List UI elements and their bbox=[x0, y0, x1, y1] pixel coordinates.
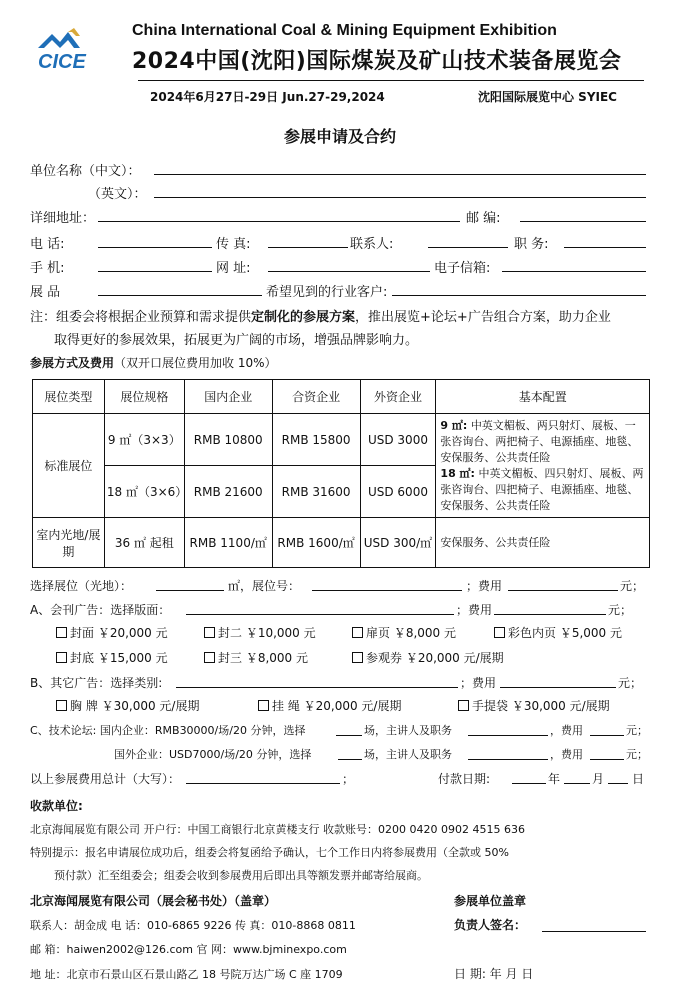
booth-number-label: ㎡，展位号： bbox=[228, 579, 301, 593]
website-label: 网 址: bbox=[216, 261, 251, 276]
header-foreign: 外资企业 bbox=[360, 380, 436, 414]
cice-logo bbox=[34, 26, 130, 70]
company-cn-label: 单位名称（中文）： bbox=[30, 164, 141, 179]
forum-foreign-fee-label: ，费用 bbox=[550, 748, 583, 761]
header-booth-spec: 展位规格 bbox=[104, 380, 184, 414]
fees-heading-note: （双开口展位费用加收 10%） bbox=[114, 356, 277, 370]
postcode-label: 邮 编: bbox=[466, 211, 501, 226]
payee-heading: 收款单位: bbox=[30, 799, 83, 813]
checkbox[interactable] bbox=[352, 652, 363, 663]
customers-field[interactable] bbox=[392, 295, 646, 296]
ad-cover2-option[interactable]: 封二 ￥10,000 元 bbox=[204, 624, 316, 641]
pay-date-label: 付款日期: bbox=[438, 772, 491, 786]
checkbox[interactable] bbox=[56, 652, 67, 663]
row18-foreign: USD 6000 bbox=[360, 466, 436, 518]
logo-text: CICE bbox=[38, 51, 86, 70]
organizer-contact: 联系人：胡金成 电 话：010-6865 9226 传 真：010-8868 0811 bbox=[30, 919, 356, 932]
ad-cover-option[interactable]: 封面 ￥20,000 元 bbox=[56, 624, 168, 641]
standard-booth-label: 标准展位 bbox=[33, 414, 105, 518]
raw-foreign: USD 300/㎡ bbox=[360, 518, 436, 568]
fax-label: 传 真: bbox=[216, 237, 251, 252]
forum-domestic-end: 元； bbox=[626, 724, 648, 737]
row9-foreign: USD 3000 bbox=[360, 414, 436, 466]
ad-b-field[interactable] bbox=[176, 687, 458, 688]
total-semicolon: ； bbox=[342, 772, 355, 786]
raw-config: 安保服务、公共责任险 bbox=[436, 518, 650, 568]
forum-domestic-speaker-label: 场，主讲人及职务 bbox=[364, 724, 452, 737]
raw-domestic: RMB 1100/㎡ bbox=[184, 518, 272, 568]
checkbox[interactable] bbox=[56, 700, 67, 711]
address-label: 详细地址： bbox=[30, 211, 96, 226]
forum-domestic-speaker[interactable] bbox=[468, 735, 548, 736]
exhibition-venue: 沈阳国际展览中心 SYIEC bbox=[478, 90, 617, 104]
company-cn-field[interactable] bbox=[154, 174, 646, 175]
checkbox[interactable] bbox=[56, 627, 67, 638]
booth-fee-label: ；费用 bbox=[466, 579, 503, 593]
raw-joint: RMB 1600/㎡ bbox=[272, 518, 360, 568]
ad-a-fee-field[interactable] bbox=[494, 614, 606, 615]
ad-back-cover-option[interactable]: 封底 ￥15,000 元 bbox=[56, 649, 168, 666]
checkbox[interactable] bbox=[204, 627, 215, 638]
row18-domestic: RMB 21600 bbox=[184, 466, 272, 518]
pay-month-label: 月 bbox=[592, 772, 605, 786]
row9-spec: 9 ㎡（3×3） bbox=[104, 414, 184, 466]
total-label: 以上参展费用总计（大写）： bbox=[30, 772, 181, 786]
phone-label: 电 话: bbox=[30, 237, 65, 252]
fees-heading: 参展方式及费用（双开口展位费用加收 10%） bbox=[30, 356, 277, 370]
forum-domestic-fee-label: ，费用 bbox=[550, 724, 583, 737]
forum-foreign-label: 国外企业：USD7000/场/20 分钟，选择 bbox=[114, 748, 312, 761]
pay-year-label: 年 bbox=[548, 772, 561, 786]
stamp-label: 参展单位盖章 bbox=[454, 894, 527, 908]
forum-foreign-speaker-label: 场，主讲人及职务 bbox=[364, 748, 452, 761]
form-title: 参展申请及合约 bbox=[283, 127, 396, 146]
forum-foreign-end: 元； bbox=[626, 748, 648, 761]
contact-field[interactable] bbox=[428, 247, 508, 248]
pay-day-label: 日 bbox=[632, 772, 645, 786]
note-line2: 取得更好的参展效果，拓展更为广阔的市场，增强品牌影响力。 bbox=[54, 333, 419, 348]
checkbox[interactable] bbox=[258, 700, 269, 711]
booth-fee-field[interactable] bbox=[508, 590, 618, 591]
forum-domestic-label: C、技术论坛: 国内企业：RMB30000/场/20 分钟，选择 bbox=[30, 724, 306, 737]
mobile-label: 手 机: bbox=[30, 261, 65, 276]
contact-label: 联系人: bbox=[350, 237, 394, 252]
signer-field[interactable] bbox=[542, 931, 646, 932]
ad-cover3-option[interactable]: 封三 ￥8,000 元 bbox=[204, 649, 308, 666]
forum-foreign-count[interactable] bbox=[338, 759, 362, 760]
fees-table bbox=[32, 379, 650, 568]
phone-field[interactable] bbox=[98, 247, 212, 248]
organizer-name: 北京海闻展览有限公司（展会秘书处）（盖章） bbox=[30, 894, 277, 908]
mobile-field[interactable] bbox=[98, 271, 212, 272]
ad-b-fee-label: ；费用 bbox=[460, 676, 497, 690]
ad-b-fee-field[interactable] bbox=[500, 687, 616, 688]
booth-area-field[interactable] bbox=[156, 590, 224, 591]
position-label: 职 务: bbox=[514, 237, 549, 252]
note-line1: 注：组委会将根据企业预算和需求提供定制化的参展方案，推出展览+论坛+广告组合方案，助力企业 bbox=[30, 310, 611, 325]
pay-year-field[interactable] bbox=[512, 783, 546, 784]
row18-joint: RMB 31600 bbox=[272, 466, 360, 518]
pay-month-field[interactable] bbox=[564, 783, 590, 784]
pay-day-field[interactable] bbox=[608, 783, 628, 784]
address-field[interactable] bbox=[98, 221, 460, 222]
row9-domestic: RMB 10800 bbox=[184, 414, 272, 466]
booth-select-label: 选择展位（光地）： bbox=[30, 579, 133, 593]
forum-foreign-speaker[interactable] bbox=[468, 759, 548, 760]
exhibition-title-en: China International Coal & Mining Equipment Exhibition bbox=[132, 22, 557, 39]
payee-notice-1: 特别提示：报名申请展位成功后，组委会将复函给予确认，七个工作日内将参展费用（全款或 50% bbox=[30, 846, 509, 859]
booth-number-field[interactable] bbox=[312, 590, 462, 591]
row9-joint: RMB 15800 bbox=[272, 414, 360, 466]
email-label: 电子信箱: bbox=[434, 261, 491, 276]
email-field[interactable] bbox=[502, 271, 646, 272]
ad-a-label: A、会刊广告：选择版面： bbox=[30, 603, 171, 617]
organizer-email-web: 邮 箱：haiwen2002@126.com 官 网：www.bjminexpo.com bbox=[30, 943, 347, 956]
header-domestic: 国内企业 bbox=[184, 380, 272, 414]
forum-domestic-count[interactable] bbox=[336, 735, 362, 736]
raw-space-label: 室内光地/展期 bbox=[33, 518, 105, 568]
exhibits-label: 展 品 bbox=[30, 285, 61, 300]
ad-lanyard-option[interactable]: 挂 绳 ￥20,000 元/展期 bbox=[258, 697, 401, 714]
checkbox[interactable] bbox=[352, 627, 363, 638]
company-en-field[interactable] bbox=[154, 197, 646, 198]
ad-a-field[interactable] bbox=[186, 614, 454, 615]
fax-field[interactable] bbox=[268, 247, 348, 248]
postcode-field[interactable] bbox=[520, 221, 646, 222]
forum-foreign-fee[interactable] bbox=[590, 759, 624, 760]
standard-config: 9 ㎡: 中英文楣板、两只射灯、展板、一张咨询台、两把椅子、电源插座、地毯、安保服务、公共责任险 18 ㎡: 中英文楣板、四只射灯、展板、两张咨询台、四把椅子、电源插座、地毯、安保服务、公共责任险 bbox=[436, 414, 650, 518]
ad-badge-option[interactable]: 胸 牌 ￥30,000 元/展期 bbox=[56, 697, 199, 714]
header-joint: 合资企业 bbox=[272, 380, 360, 414]
ad-a-fee-end: 元； bbox=[608, 603, 633, 617]
raw-spec: 36 ㎡ 起租 bbox=[104, 518, 184, 568]
position-field[interactable] bbox=[564, 247, 646, 248]
total-field[interactable] bbox=[186, 783, 340, 784]
website-field[interactable] bbox=[268, 271, 430, 272]
exhibition-date: 2024年6月27日-29日 Jun.27-29,2024 bbox=[150, 90, 385, 104]
ad-b-fee-end: 元； bbox=[618, 676, 643, 690]
sign-date: 日 期: 年 月 日 bbox=[454, 967, 534, 981]
payee-notice-2: 预付款）汇至组委会；组委会收到参展费用后即出具等额发票并邮寄给展商。 bbox=[54, 869, 428, 882]
exhibits-field[interactable] bbox=[98, 295, 262, 296]
ad-bag-option[interactable]: 手提袋 ￥30,000 元/展期 bbox=[458, 697, 610, 714]
header-config: 基本配置 bbox=[436, 380, 650, 414]
note-bold: 定制化的参展方案 bbox=[251, 310, 356, 325]
exhibition-title-cn: 2024中国(沈阳)国际煤炭及矿山技术装备展览会 bbox=[132, 49, 622, 74]
payee-bank-info: 北京海闻展览有限公司 开户行：中国工商银行北京黄楼支行 收款账号：0200 0420 0902 4515 636 bbox=[30, 823, 525, 836]
header-booth-type: 展位类型 bbox=[33, 380, 105, 414]
booth-fee-end: 元； bbox=[620, 579, 645, 593]
ad-title-page-option[interactable]: 扉页 ￥8,000 元 bbox=[352, 624, 456, 641]
customers-label: 希望见到的行业客户: bbox=[266, 285, 388, 300]
header-divider bbox=[138, 80, 644, 81]
company-en-label: （英文）： bbox=[88, 187, 147, 202]
organizer-address: 地 址：北京市石景山区石景山路乙 18 号院万达广场 C 座 1709 bbox=[30, 968, 343, 981]
row18-spec: 18 ㎡（3×6） bbox=[104, 466, 184, 518]
signer-label: 负责人签名： bbox=[454, 918, 527, 932]
forum-domestic-fee[interactable] bbox=[590, 735, 624, 736]
ad-ticket-option[interactable]: 参观券 ￥20,000 元/展期 bbox=[352, 649, 504, 666]
ad-color-page-option[interactable]: 彩色内页 ￥5,000 元 bbox=[494, 624, 622, 641]
checkbox[interactable] bbox=[204, 652, 215, 663]
ad-a-fee-label: ；费用 bbox=[456, 603, 493, 617]
checkbox[interactable] bbox=[494, 627, 505, 638]
ad-b-label: B、其它广告：选择类别: bbox=[30, 676, 163, 690]
checkbox[interactable] bbox=[458, 700, 469, 711]
